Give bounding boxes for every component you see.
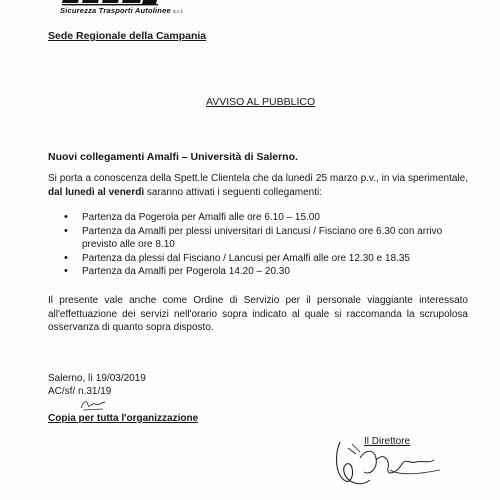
company-logo [58, 0, 238, 18]
intro-text-bold: dal lunedì al venerdì [48, 186, 145, 198]
list-item: • Partenza da Amalfi per Pogerola 14.20 – 20.30 [64, 265, 464, 279]
intro-text-2: saranno attivati i seguenti collegamenti: [144, 186, 323, 198]
date-line: Salerno, lì 19/03/2019 [48, 373, 146, 384]
intro-paragraph [48, 172, 468, 199]
director-signature-label: Il Direttore [364, 436, 411, 447]
initials-scribble-icon [78, 398, 108, 412]
copy-distribution-note: Copia per tutta l'organizzazione [48, 413, 199, 424]
list-item: • Partenza da Pogerola per Amalfi alle ore 6.10 – 15.00 [64, 211, 464, 225]
list-item: • Partenza da plessi dal Fisciano / Lancusi per Amalfi alle ore 12.30 e 18.35 [64, 252, 464, 266]
logo-subtitle [60, 6, 184, 15]
notice-subject: Nuovi collegamenti Amalfi – Università di Salerno. [48, 151, 298, 163]
notice-title: AVVISO AL PUBBLICO [206, 96, 316, 108]
intro-text-1: Si porta a conoscenza della Spett.le Clientela che da lunedì 25 marzo p.v., in via sperimentale, [48, 173, 468, 184]
logo-subtitle-main: Sicurezza Trasporti Autolinee [60, 6, 171, 15]
regional-office-heading: Sede Regionale della Campania [48, 30, 207, 42]
logo-subtitle-suffix: s.r.l. [173, 9, 184, 15]
list-item: • Partenza da Amalfi per plessi universitari di Lancusi / Fisciano ore 6.30 con arrivo previsto alle ore 8.10 [64, 225, 464, 252]
reference-number: AC/sf/ n.31/19 [48, 386, 112, 397]
connections-list [64, 211, 464, 279]
closing-paragraph: Il presente vale anche come Ordine di Servizio per il personale viaggiante interessato all'effettuazione dei servizi nell'orario sopra indicato al quale si raccomanda la scrupolosa osservanza di quanto sopra disposto. [48, 295, 468, 333]
